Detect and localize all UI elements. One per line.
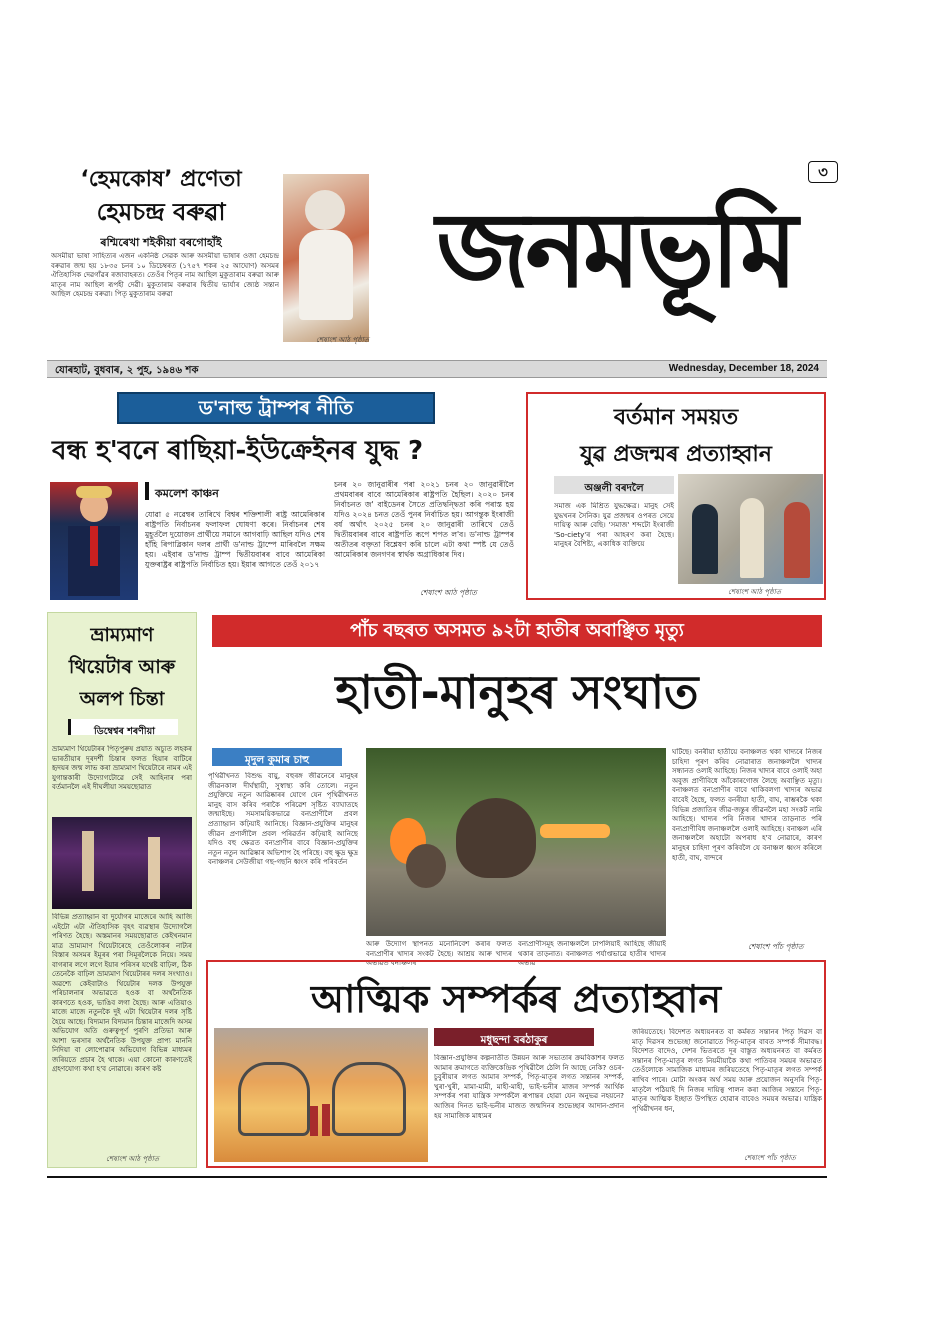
teaser-continued: শেষাংশ আঠ পৃষ্ঠাত [316, 336, 369, 344]
trump-body-col2-text: চনৰ ২০ জানুৱাৰীৰ পৰা ২০২১ চনৰ ২০ জানুৱাৰীলৈ প্ৰথমবাৰৰ বাবে আমেৰিকাৰ ৰাষ্ট্ৰপতি হৈছিল। ২০২০ চনৰ নিৰ্বাচনত জ' বাইডেনৰ সৈতে প্ৰতিদ্বন্দ্বিতা কৰি পৰাস্ত হয় যদিও ২০২৪ চনত তেওঁ পুনৰ নিৰ্বাচিত হয়। আগন্তুক ইংৰাজী বৰ্ষ অৰ্থাৎ ২০২৫ চনৰ ২০ জানুৱাৰী তাৰিখে তেওঁ দ্বিতীয়বাৰৰ বাবে ৰাষ্ট্ৰপতি ৰূপে শপত ল'ব। ড'নাল্ড ট্ৰাম্পৰ অতীতৰ বক্তৃতা বিশ্লেষণ কৰি চালে এটা কথা স্পষ্ট যে তেওঁ আমেৰিকাৰ জনগণৰ স্বাৰ্থক অগ্ৰাধিকাৰ দিব। [334, 480, 514, 559]
youth-photo [678, 474, 823, 584]
teaser-body-text: অসমীয়া ভাষা সাহিত্যৰ এজন একনিষ্ঠ সেৱক আৰু অসমীয়া ভাষাৰ ওজা হেমচন্দ্ৰ বৰুৱাৰ জন্ম হয় ১৮৩৫ চনৰ ১০ ডিচেম্বৰত (১৭৫৭ শকৰ ২৫ আঘোণ) অসমৰ ঐতিহাসিক দেৱগাঁৱৰ ৰজাবাহৰত। তেওঁৰ পিতৃৰ নাম আছিল মুকুতাৰাম বৰুৱা আৰু মাতৃৰ নাম আছিল ৰূপহী দেৱী। মুকুতাৰাম বৰুৱাৰ দ্বিতীয় ভাৰ্যাৰ জ্যেষ্ঠ সন্তান আছিল হেমচন্দ্ৰ বৰুৱা। পিতৃ মুকুতাৰাম বৰুৱা [51, 252, 279, 298]
trump-author: কমলেশ কাঞ্চন [155, 487, 219, 500]
teaser-body [51, 252, 279, 322]
trump-body-col1-text: যোৱা ৫ নৱেম্বৰ তাৰিখে বিশ্বৰ শক্তিশালী ৰাষ্ট্ৰ আমেৰিকাৰ ৰাষ্ট্ৰপতি নিৰ্বাচনৰ ফলাফল ঘোষণা কৰে। নিৰ্বাচনৰ শেষ মুহূৰ্তলৈ দুয়োজন প্ৰাৰ্থীয়ে সমানে আগবাঢ়ি আছিল যদিও শেষ হাঁহি ৰিপাব্লিকান দলৰ প্ৰাৰ্থী ড'নাল্ড ট্ৰাম্পে মাৰিবলৈ সক্ষম হয়। এইবাৰ ড'নাল্ড ট্ৰাম্প দ্বিতীয়বাৰৰ বাবে আমেৰিকা যুক্তৰাষ্ট্ৰৰ ৰাষ্ট্ৰপতি নিৰ্বাচিত হয়। ইয়াৰ আগতে তেওঁ ২০১৭ [145, 510, 325, 569]
elephant-author-box [212, 748, 342, 766]
elephant-headline: হাতী-মানুহৰ সংঘাত [335, 665, 699, 719]
trump-kicker-text: ড'নাল্ড ট্ৰাম্পৰ নীতি [198, 397, 354, 419]
relationship-author-box [434, 1028, 594, 1046]
trump-body-col1 [145, 510, 325, 602]
bottom-rule [47, 1176, 827, 1178]
youth-body-text: সমাজ এক মিশ্ৰিত যুদ্ধক্ষেত্ৰ। মানুহ সেই যুদ্ধখনৰ সৈনিক। যুৱ প্ৰজন্মৰ ওপৰত সেয়ে দায়িত্ব আৰু বেছি। 'সমাজ' শব্দটো ইংৰাজী 'So-ciety'ৰ পৰা আহৰণ কৰা হৈছে। মানুহৰ বৈশিষ্ট্য, একাধিক ব্যক্তিয়ে [554, 502, 674, 548]
theatre-body-bottom [52, 913, 192, 1149]
theatre-photo [52, 817, 192, 909]
relationship-box [206, 960, 826, 1168]
relationship-body-col2-text: জৰিয়তেহে। বিদেশত অধ্যয়নৰত বা কৰ্মৰত সন্তানৰ পিতৃ দিৱস বা মাতৃ দিৱসৰ শুভেচ্ছা জনোৱাতে পিতৃ-মাতৃৰ বাবত সম্পৰ্ক সীমাবদ্ধ। বিদেশত বাদেও, দেশৰ ভিতৰতে দূৰ বাস্তুত অধ্যয়নৰত বা কৰ্মৰত সন্তানৰ পিতৃ-মাতৃৰ লগত নিয়মীয়াকৈ কথা পাতিবৰ সময়ৰ অভাৱত তেওঁলোকে সামাজিক মাধ্যমৰ জৰিয়তেহে পিতৃ-মাতৃৰ লগত সম্পৰ্ক ৰাখিব পাৰে। মোটা অংকৰ অৰ্থ সময় আৰু প্ৰয়োজন অনুসৰি পিতৃ-মাতৃলৈ পঠিয়াই দি নিজৰ দায়িত্ব পালন কৰা আজিৰ সন্তানে পিতৃ-মাতৃৰ আত্মিক ইচ্ছাত উপস্থিত হোৱাৰ বাবেও সময়ৰ অভাৱ। যান্ত্ৰিক পৃথিৱীখনৰ ধন, [632, 1028, 822, 1113]
elephant-body-col4-text: ঘটিছে। বনৰীয়া হাতীয়ে বনাঞ্চলত থকা খাদ্যৰে নিজৰ চাহিদা পূৰণ কৰিব নোৱাৰাত জনাঞ্চললৈ খাদ্যৰ সন্ধানত ওলাই আহিছে। নিজৰ খাদ্যৰ বাবে ওলাই অহা অবুজ প্ৰাণীবিধে আঁকোৰগোজ লৈছে অবাঞ্ছিত মৃত্যু। বনাঞ্চলত বন্যপ্ৰাণীৰ বাবে থাকিবলগা খাদ্যৰ অভাৱ বাবেই হৈছে, ফলত বনৰীয়া হাতী, বাঘ, ৰাম্ভৰকৈ থকা বিভিন্ন প্ৰজাতিৰ জীৱ-জন্তুৰ জীৱনলৈ মহা সংকট নামি আহিছে। খাদ্যৰ পৰি নিজৰ খাদ্যৰ তাড়নাত পৰি বন্যপ্ৰাণীবিধ জনাঞ্চললৈ ওলাই আহিছে। বনাঞ্চল এৰি জনাঞ্চললৈ অহাটো অপৰাধ হ'ব নোৱাৰে, কাৰণ মানুহৰ চাহিদা পূৰণ কৰিবলৈ যে বনাঞ্চল ধ্বংস কৰিলে হাতী, বাঘ, বান্দৰে [672, 748, 822, 862]
youth-continued: শেষাংশ আঠ পৃষ্ঠাত [728, 588, 781, 596]
youth-author: অঞ্জলী বৰদলৈ [584, 483, 644, 494]
youth-body [554, 502, 674, 582]
date-bar [47, 360, 827, 378]
theatre-body-top [52, 745, 192, 815]
trump-body-col2 [334, 480, 514, 590]
relationship-headline: আত্মিক সম্পৰ্কৰ প্ৰত্যাহ্বান [310, 977, 722, 1021]
page-number: ৩ [818, 163, 828, 181]
elephant-continued: শেষাংশ পাঁচ পৃষ্ঠাত [748, 942, 804, 951]
hemchandra-portrait [283, 174, 369, 342]
relationship-body-col2 [632, 1028, 822, 1150]
theatre-author: ডিম্বেশ্বৰ শৰণীয়া [94, 726, 155, 737]
elephant-body-col2-text: আৰু উদ্যোগ স্থাপনত মনোনিবেশ কৰাৰ ফলত বন্যপ্ৰাণীৰ খাদ্যৰ সংকট হৈছে। আশ্ৰয় আৰু খাদ্যৰ অভাৱত বনাঞ্চলৰ [366, 940, 512, 968]
teaser-title: হেমচন্দ্ৰ বৰুৱা [96, 198, 226, 226]
trump-author-box [145, 482, 325, 500]
theatre-title-line1: ভ্ৰাম্যমাণ [90, 624, 154, 646]
elephant-kicker: পাঁচ বছৰত অসমত ৯২টা হাতীৰ অবাঞ্ছিত মৃত্যু [350, 620, 684, 641]
theatre-body-bottom-text: বিভিন্ন প্ৰত্যাহ্বান বা দুৰ্যোগৰ মাজেৰে আহি আজি এইটো এটা ঐতিহাসিক বৃহৎ ব্যৱস্থাৰ উদ্যোগলৈ পৰিণত হৈছে। অস্তমানৰ সময়ছোৱাত কেইখনমান মাত্ৰ ভ্ৰাম্যমাণ থিয়েটাৰেহে তেওঁলোকৰ নাট্যৰ বিস্তাৰ অসমৰ ইমূৰৰ পৰা সিমূৰলৈকে নিয়ে। সময় বাগৰাৰ লগে লগে ইয়াৰ পৰিসৰ যথেষ্ট বাঢ়িল, ঠিক তেনেকৈ বাঢ়িল ভ্ৰাম্যমাণ থিয়েটাৰৰ দলৰ সংখ্যাও। অৱশ্যে কেইবাটাও থিয়েটাৰ দলক উপযুক্ত পৰিচালনাৰ অভাৱতে হওক বা অৰ্থনৈতিক কাৰণতে হওক, ভাঙিব লগা হৈছে। আৰু এতিয়াও মাজে মাজে নতুনকৈ দুই এটা থিয়েটাৰ দলৰ সৃষ্টি হৈয়ে আছে। বিদ্যমান বিদ্যমান চিন্তাৰ মাজেদি অসম অভিযোগ অতি গুৰুত্বপূৰ্ণ পুৰণি প্ৰতিভা আৰু আশা ভৰসাৰ অৰ্থনৈতিক উপযুক্ত প্ৰাপ্য মাননি নিদিয়া বা লোপোৱাৰ অভিযোগ বিভিন্ন মাধ্যমৰ জৰিয়তে প্ৰচাৰ হৈ থাকে। এয়া কোনো কাৰণতেই গ্ৰহণযোগ্য কথা হ'ব নোৱাৰে। কাৰণ কষ্ট [52, 913, 192, 1073]
teaser-author: ৰশ্মিৰেখা শইকীয়া বৰগোহাঁই [100, 236, 222, 249]
teaser-box [47, 160, 369, 350]
teaser-kicker: ‘হেমকোষ’ প্ৰণেতা [80, 167, 242, 192]
theatre-title-line2: থিয়েটাৰ আৰু [68, 656, 176, 678]
theatre-body-top-text: ভ্ৰাম্যমাণ থিয়েটাৰৰ পিতৃপুৰুষ প্ৰয়াত অচ্যুত লহকৰ ভাৰতীয়াৰ দূৰদৰ্শী চিন্তাৰ ফলত হিয়াৰ বাটিৰে হৃদয়ৰ জন্ম লাভ কৰা ভ্ৰাম্যমাণ থিয়েটাৰে নামৰ এই যুগান্তকাৰী উদ্যোগটোৱে সেই আহিনাৰ পৰা বৰ্তমানলৈ এই দীঘলীয়া সময়ছোৱাত [52, 745, 192, 791]
youth-box [526, 392, 826, 600]
trump-headline: বন্ধ হ'বনে ৰাছিয়া-ইউক্ৰেইনৰ যুদ্ধ ? [52, 436, 424, 466]
theatre-title-line3: অলপ চিন্তা [79, 688, 165, 710]
youth-title-line1: বৰ্তমান সময়ত [613, 405, 739, 430]
elephant-photo [366, 748, 666, 936]
elephant-body-col3-text: বন্যপ্ৰাণীসমূহ জনাঞ্চললৈ ঢাপলিয়াই আহিছে জীয়াই থকাৰ তাড়নাত। বনাঞ্চলত পৰ্যাপ্তভাৱে হাতীৰ খাদ্যৰ অভাৱ [518, 940, 666, 968]
youth-author-box [554, 476, 674, 494]
trump-kicker [117, 392, 435, 424]
relationship-body-col1 [434, 1054, 624, 1162]
date-right: Wednesday, December 18, 2024 [668, 363, 819, 374]
elephant-body-col1-text: পৃথিৱীখনত বিশুদ্ধ বায়ু, বহুৰঙ্গ জীৱনেৰে মানুহৰ জীৱনকাল দীৰ্ঘস্থায়ী, সুস্বাস্থ্য কৰি তোলে। নতুন প্ৰযুক্তিয়ে নতুন আৱিষ্কাৰৰ যোগে যেন পৃথিৱীখনত মানুহ বাস কৰিব পৰাকৈ পৰিৱেশ সৃষ্টিত ব্যাঘাতহে জন্মাইছে। সমসাময়িকভাৱে বন্যপ্ৰাণীলৈ প্ৰবল প্ৰত্যাহ্বান কঢ়িয়াই আনিছে। বিজ্ঞান-প্ৰযুক্তিৰ মানুহৰ জীৱন প্ৰণালীলৈ প্ৰবল পৰিৱৰ্তন কঢ়িয়াই আনিছে যদিও বহু ক্ষেত্ৰত বন্যপ্ৰাণীৰ বাবে বিজ্ঞান-প্ৰযুক্তিৰ নতুন নতুন আৱিষ্কাৰ অভিশাপ হৈ পৰিছে। বহু ক্ষুদ্ৰ ক্ষুদ্ৰ বনাঞ্চলৰ সেউজীয়া গছ-গছনি ধ্বংস কৰি পৰিবৰ্তন [208, 772, 358, 867]
relationship-photo [214, 1028, 428, 1162]
trump-continued: শেষাংশ আঠ পৃষ্ঠাত [420, 588, 477, 597]
theatre-panel [47, 612, 197, 1168]
masthead-title: জনমভূমি [436, 189, 794, 311]
elephant-body-col1 [208, 772, 358, 932]
trump-photo [50, 482, 138, 600]
date-left: যোৰহাট, বুধবাৰ, ২ পুহ, ১৯৪৬ শক [55, 365, 199, 376]
relationship-body-col1-text: বিজ্ঞান-প্ৰযুক্তিৰ কল্পনাতীত উন্নয়ন আৰু সভ্যতাৰ ক্ৰমবিকাশৰ ফলত আমাৰ ক্ৰমাগতে ব্যক্তিকেন্দ্ৰিক পৃথিৱীলৈ ঠেলি নি আছে নেকি? ওচৰ-চুবুৰীয়াৰ লগত আমাৰ সম্পৰ্ক, পিতৃ-মাতৃৰ লগত সন্তানৰ সম্পৰ্ক, খুৰা-খুৰী, মামা-মামী, মাহী-মাহী, ভাই-ভনীৰ মাজৰ সম্পৰ্ক আৰ্থিক সম্পৰ্কৰ পৰা যান্ত্ৰিক সম্পৰ্কলৈ ৰূপান্তৰ হোৱা যেন অনুভৱ নহয়নে? আজিৰ দিনত ভাই-ভনীৰ মাজত জন্মদিনৰ শুভেচ্ছাৰ আদান-প্ৰদান হয় সামাজিক মাধ্যমৰ [434, 1054, 624, 1120]
elephant-body-col4 [672, 748, 822, 938]
youth-title-line2: যুৱ প্ৰজন্মৰ প্ৰত্যাহ্বান [580, 442, 772, 467]
elephant-author: মৃদুল কুমাৰ চাহু [244, 754, 310, 766]
theatre-continued: শেষাংশ আঠ পৃষ্ঠাত [106, 1155, 159, 1163]
theatre-author-box [68, 719, 178, 735]
elephant-kicker-bar [212, 615, 822, 647]
relationship-author: মধুছন্দা বৰঠাকুৰ [480, 1034, 548, 1046]
relationship-continued: শেষাংশ পাঁচ পৃষ্ঠাত [744, 1154, 796, 1162]
